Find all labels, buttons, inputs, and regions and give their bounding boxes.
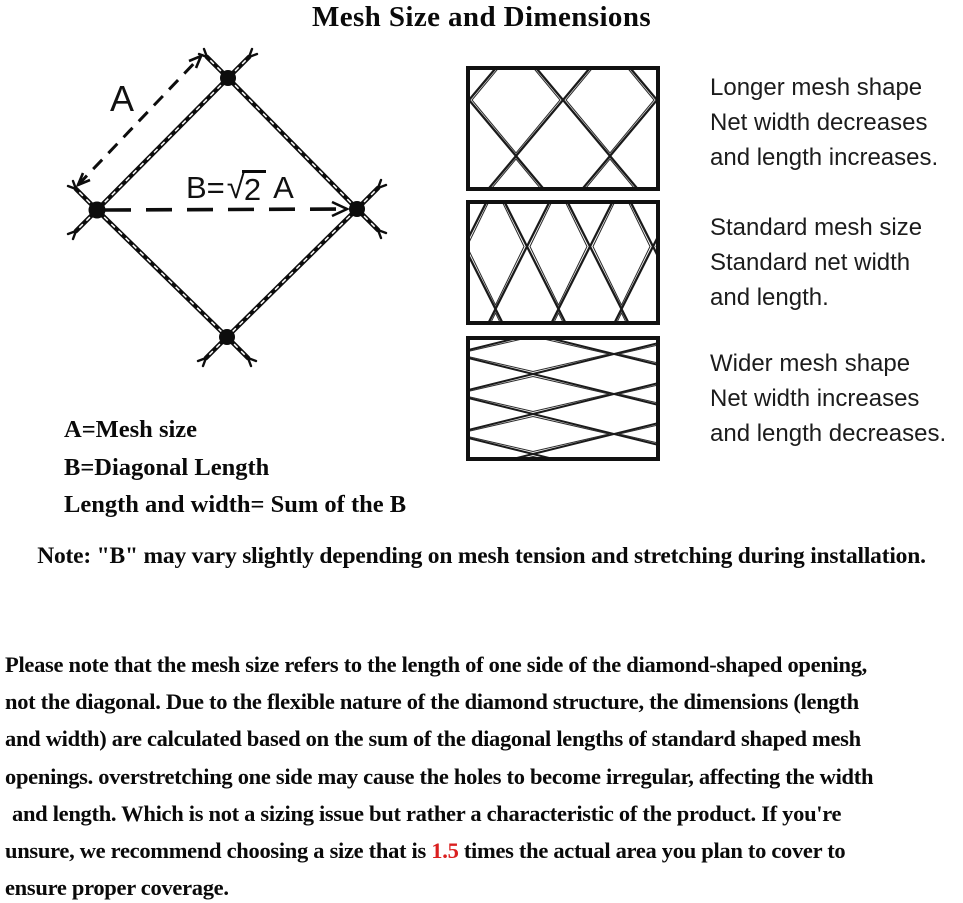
mesh-image-wider [466, 336, 660, 461]
caption-line: and length increases. [710, 144, 939, 171]
paragraph-line: not the diagonal. Due to the flexible nature of the diamond structure, the dimensions (length [5, 689, 859, 715]
definition-length-width: Length and width= Sum of the B [64, 491, 407, 518]
diagonal-formula [186, 170, 294, 207]
paragraph-segment: unsure, we recommend choosing a size that is [5, 838, 432, 864]
paragraph-line: and width) are calculated based on the sum of the diagonal lengths of standard shaped mesh [5, 726, 861, 752]
caption-line: and length. [710, 284, 829, 311]
paragraph-line [5, 832, 958, 869]
sqrt-radical-icon: √ [226, 168, 245, 205]
formula-prefix: B= [186, 170, 225, 205]
ratio-highlight: 1.5 [431, 838, 459, 864]
mesh-pattern-standard [470, 204, 656, 321]
caption-line: Net width increases [710, 385, 920, 412]
caption-standard-mesh [710, 210, 922, 315]
paragraph-line: and length. Which is not a sizing issue but rather a characteristic of the product. If you're [12, 800, 842, 826]
page-title: Mesh Size and Dimensions [311, 1, 652, 33]
paragraph-line: openings. overstretching one side may cause the holes to become irregular, affecting the width [5, 763, 874, 789]
caption-longer-mesh [710, 70, 938, 175]
knot-top [220, 70, 236, 86]
definition-b: B=Diagonal Length [64, 453, 270, 481]
dimension-line-b [105, 209, 345, 210]
mesh-size-label-a: A [110, 78, 135, 119]
note-text: Note: "B" may vary slightly depending on mesh tension and stretching during installation. [37, 543, 926, 569]
caption-line: Standard mesh size [710, 214, 923, 241]
caption-line: Wider mesh shape [710, 350, 911, 377]
paragraph-line: ensure proper coverage. [5, 875, 229, 901]
paragraph-segment: times the actual area you plan to cover to [458, 838, 846, 864]
mesh-pattern-longer [470, 70, 656, 187]
formula-radicand: 2 [242, 170, 266, 207]
definition-a: A=Mesh size [64, 416, 198, 443]
caption-line: Standard net width [710, 249, 911, 276]
knot-right [349, 201, 365, 217]
description-paragraph [5, 646, 958, 903]
definitions-block [64, 411, 406, 524]
knot-left [89, 202, 106, 219]
paragraph-line: Please note that the mesh size refers to the length of one side of the diamond-shaped opening, [5, 652, 867, 677]
caption-line: Longer mesh shape [710, 74, 923, 101]
caption-line: and length decreases. [710, 420, 947, 447]
knot-bottom [219, 329, 235, 345]
caption-line: Net width decreases [710, 109, 928, 136]
mesh-image-longer [466, 66, 660, 191]
formula-suffix: A [273, 170, 294, 205]
caption-wider-mesh [710, 346, 946, 451]
mesh-pattern-wider [470, 340, 656, 457]
mesh-image-standard [466, 200, 660, 325]
